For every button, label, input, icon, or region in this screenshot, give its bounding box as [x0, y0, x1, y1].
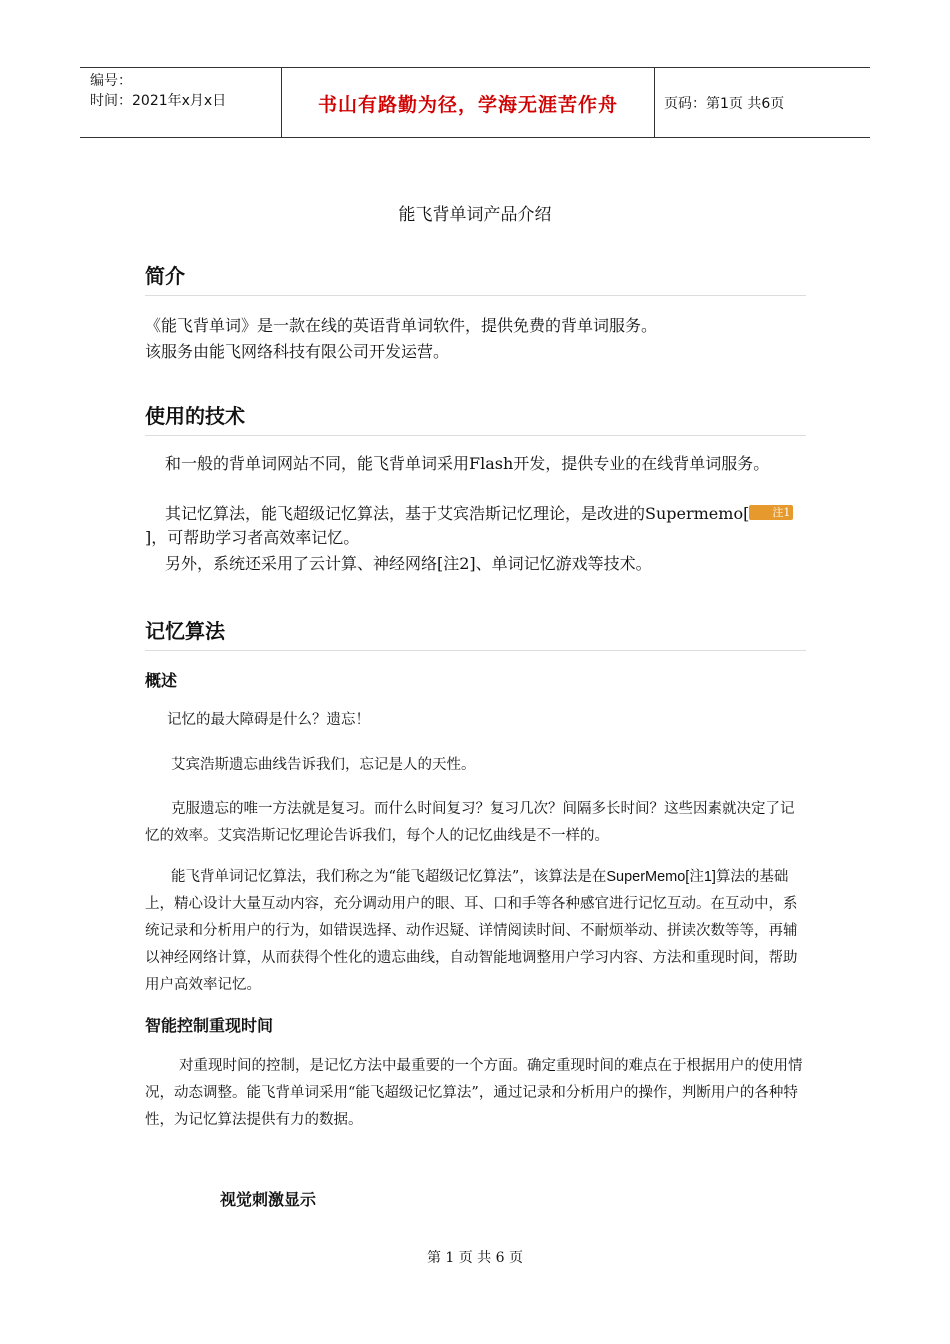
subheading-overview: 概述 — [145, 671, 178, 690]
tech-paragraph-1: 和一般的背单词网站不同，能飞背单词采用Flash开发，提供专业的在线背单词服务。 — [165, 454, 770, 473]
header-divider — [654, 68, 655, 137]
heading-intro: 简介 — [145, 260, 806, 296]
number-label: 编号： — [90, 73, 132, 89]
heading-tech: 使用的技术 — [145, 400, 806, 436]
header-motto: 书山有路勤为径，学海无涯苦作舟 — [317, 94, 618, 116]
overview-paragraph-3: 克服遗忘的唯一方法就是复习。而什么时间复习？复习几次？间隔多长时间？这些因素就决定了记忆的效率。艾宾浩斯记忆理论告诉我们，每个人的记忆曲线是不一样的。 — [145, 801, 795, 844]
smart-control-paragraph: 对重现时间的控制，是记忆方法中最重要的一个方面。确定重现时间的难点在于根据用户的使用情况，动态调整。能飞背单词采用“能飞超级记忆算法”，通过记录和分析用户的操作，判断用户的各种特性，为记忆算法提供有力的数据。 — [145, 1058, 803, 1128]
document-title: 能飞背单词产品介绍 — [398, 205, 552, 225]
tech-paragraph-2-text: 其记忆算法，能飞超级记忆算法，基于艾宾浩斯记忆理论，是改进的Supermemo[ — [165, 504, 750, 523]
tech-paragraph-3: 另外，系统还采用了云计算、神经网络[注2]、单词记忆游戏等技术。 — [165, 554, 652, 573]
page-footer: 第 1 页 共 6 页 — [426, 1250, 524, 1266]
subheading-visual-stimulus: 视觉刺激显示 — [220, 1190, 317, 1209]
header-page-info: 页码：第1页 共6页 — [664, 96, 785, 112]
overview-paragraph-1: 记忆的最大障碍是什么？遗忘！ — [167, 712, 370, 728]
intro-line-1: 《能飞背单词》是一款在线的英语背单词软件，提供免费的背单词服务。 — [145, 316, 658, 335]
intro-line-2: 该服务由能飞网络科技有限公司开发运营。 — [145, 342, 450, 361]
footnote-ref-1[interactable]: 注1 — [749, 505, 793, 520]
supermemo-ref: SuperMemo[注1] — [606, 869, 716, 885]
subheading-smart-control: 智能控制重现时间 — [145, 1016, 274, 1035]
overview-paragraph-2: 艾宾浩斯遗忘曲线告诉我们，忘记是人的天性。 — [171, 757, 476, 773]
tech-paragraph-2 — [145, 502, 807, 550]
overview-paragraph-4 — [145, 864, 805, 999]
header-meta — [90, 71, 226, 111]
overview-paragraph-4-rest: 算法的基础上，精心设计大量互动内容，充分调动用户的眼、耳、口和手等各种感官进行记忆互动。在互动中，系统记录和分析用户的行为，如错误选择、动作迟疑、详情阅读时间、不耐烦举动、拼读次数等等，再辅以神经网络计算，从而获得个性化的遗忘曲线，自动智能地调整用户学习内容、方法和重现时间，帮助用户高效率记忆。 — [145, 869, 798, 993]
time-label: 时间：2021年x月x日 — [90, 93, 227, 109]
document-header — [80, 67, 870, 138]
heading-algorithm: 记忆算法 — [145, 615, 806, 651]
overview-paragraph-4-start: 能飞背单词记忆算法，我们称之为“能飞超级记忆算法”，该算法是在 — [171, 869, 607, 885]
tech-paragraph-2-tail: ]，可帮助学习者高效率记忆。 — [145, 528, 360, 547]
